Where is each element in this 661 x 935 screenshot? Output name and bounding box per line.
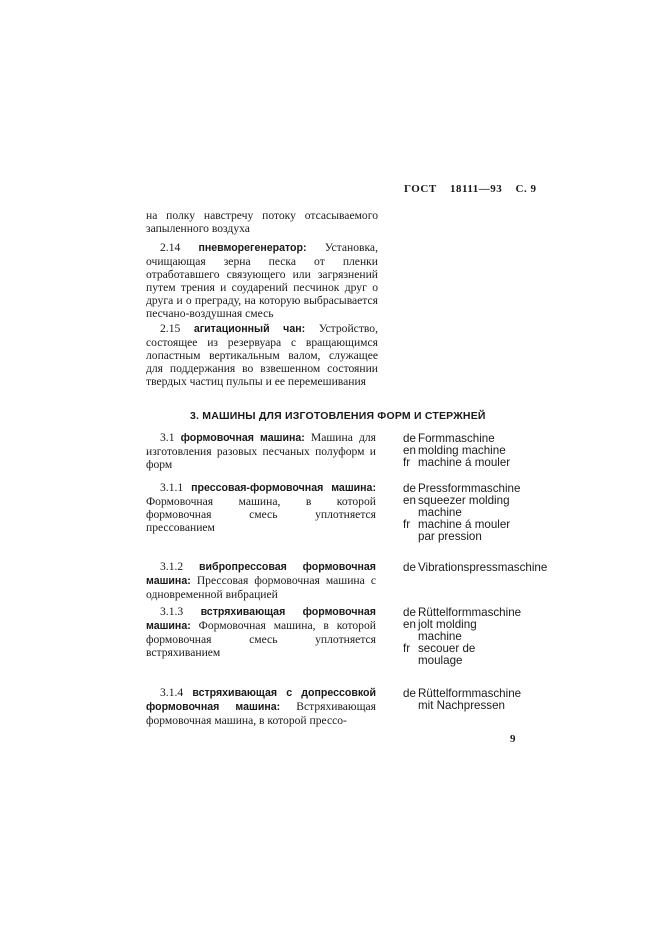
standard-label: ГОСТ <box>404 183 437 195</box>
paragraph-2-14 <box>146 241 378 320</box>
definition: Формовочная машина, в которой формовочная смесь уплотняется прессованием <box>146 495 376 534</box>
term: встряхивающая формовочная машина: <box>146 606 376 632</box>
term: формовочная машина: <box>180 432 305 444</box>
term-number: 2.15 <box>160 322 181 335</box>
definition: Формовочная машина, в которой формовочная смесь уплотняется встряхиванием <box>146 619 376 659</box>
equivalent-fr: fr secouer de moulage <box>403 642 476 667</box>
page-header <box>404 183 546 195</box>
equivalent-de: de Formmaschine <box>403 432 495 445</box>
entry-3-1-1 <box>146 481 376 534</box>
term-number: 2.14 <box>160 241 181 254</box>
equivalent-fr: fr machine á mouler par pression <box>403 518 511 543</box>
term-number: 3.1.4 <box>160 686 184 699</box>
equivalents-3-1-2 <box>403 561 548 574</box>
equivalent-de: de Pressformmaschine <box>403 482 521 495</box>
equivalents-3-1-1 <box>403 483 523 543</box>
definition: Установка, очищающая зерна песка от пленки отработавшего связующего или загрязнений путем трения и соударений песчинок друг о друга и о преграду, на которую выбрасывается песчано-воздушная смесь <box>146 241 378 320</box>
entry-3-1-3 <box>146 605 376 659</box>
paragraph-continuation: на полку навстречу потоку отсасываемого запыленного воздуха <box>146 209 378 235</box>
equivalent-en: en molding machine <box>403 444 506 457</box>
equivalents-3-1-4 <box>403 688 523 712</box>
term-number: 3.1.3 <box>160 605 184 618</box>
entry-3-1-2 <box>146 560 376 601</box>
page-number: 9 <box>510 733 516 745</box>
term: встряхивающая с допрессовкой формовочная машина: <box>146 687 376 713</box>
paragraph-2-15 <box>146 322 378 388</box>
definition: Машина для изготовления разовых песчаных полуформ и форм <box>146 431 376 471</box>
equivalents-3-1 <box>403 433 538 469</box>
equivalent-de: de Rüttelformmaschine mit Nachpressen <box>403 687 522 712</box>
term: агитационный чан: <box>193 323 306 335</box>
term-number: 3.1 <box>160 431 175 444</box>
standard-number: 18111—93 <box>449 183 503 195</box>
definition: Прессовая формовочная машина с одновременной вибрацией <box>146 574 376 601</box>
page-label: С. 9 <box>515 183 537 195</box>
equivalent-en: en squeezer molding machine <box>403 494 510 519</box>
definition: Устройство, состоящее из резервуара с вращающимся лопастным вертикальным валом, служащее для поддержания во взвешенном состоянии твердых частиц пульпы и ее перемешивания <box>146 322 378 388</box>
term: вибропрессовая формовочная машина: <box>146 561 376 587</box>
section-heading: 3. МАШИНЫ ДЛЯ ИЗГОТОВЛЕНИЯ ФОРМ И СТЕРЖНЕЙ <box>190 410 486 422</box>
term-number: 3.1.2 <box>160 560 184 573</box>
equivalent-fr: fr machine á mouler <box>403 456 511 469</box>
equivalent-de: de Vibrationspressmaschine <box>403 561 548 574</box>
equivalent-de: de Rüttelformmaschine <box>403 606 522 619</box>
equivalent-en: en jolt molding machine <box>403 618 477 643</box>
term-number: 3.1.1 <box>160 481 184 494</box>
entry-3-1 <box>146 431 376 471</box>
entry-3-1-4 <box>146 686 376 727</box>
term: пневморегенератор: <box>198 242 307 254</box>
equivalents-3-1-3 <box>403 607 523 667</box>
term: прессовая-формовочная машина: <box>191 482 376 494</box>
definition: Встряхивающая формовочная машина, в которой прессо- <box>146 700 376 727</box>
